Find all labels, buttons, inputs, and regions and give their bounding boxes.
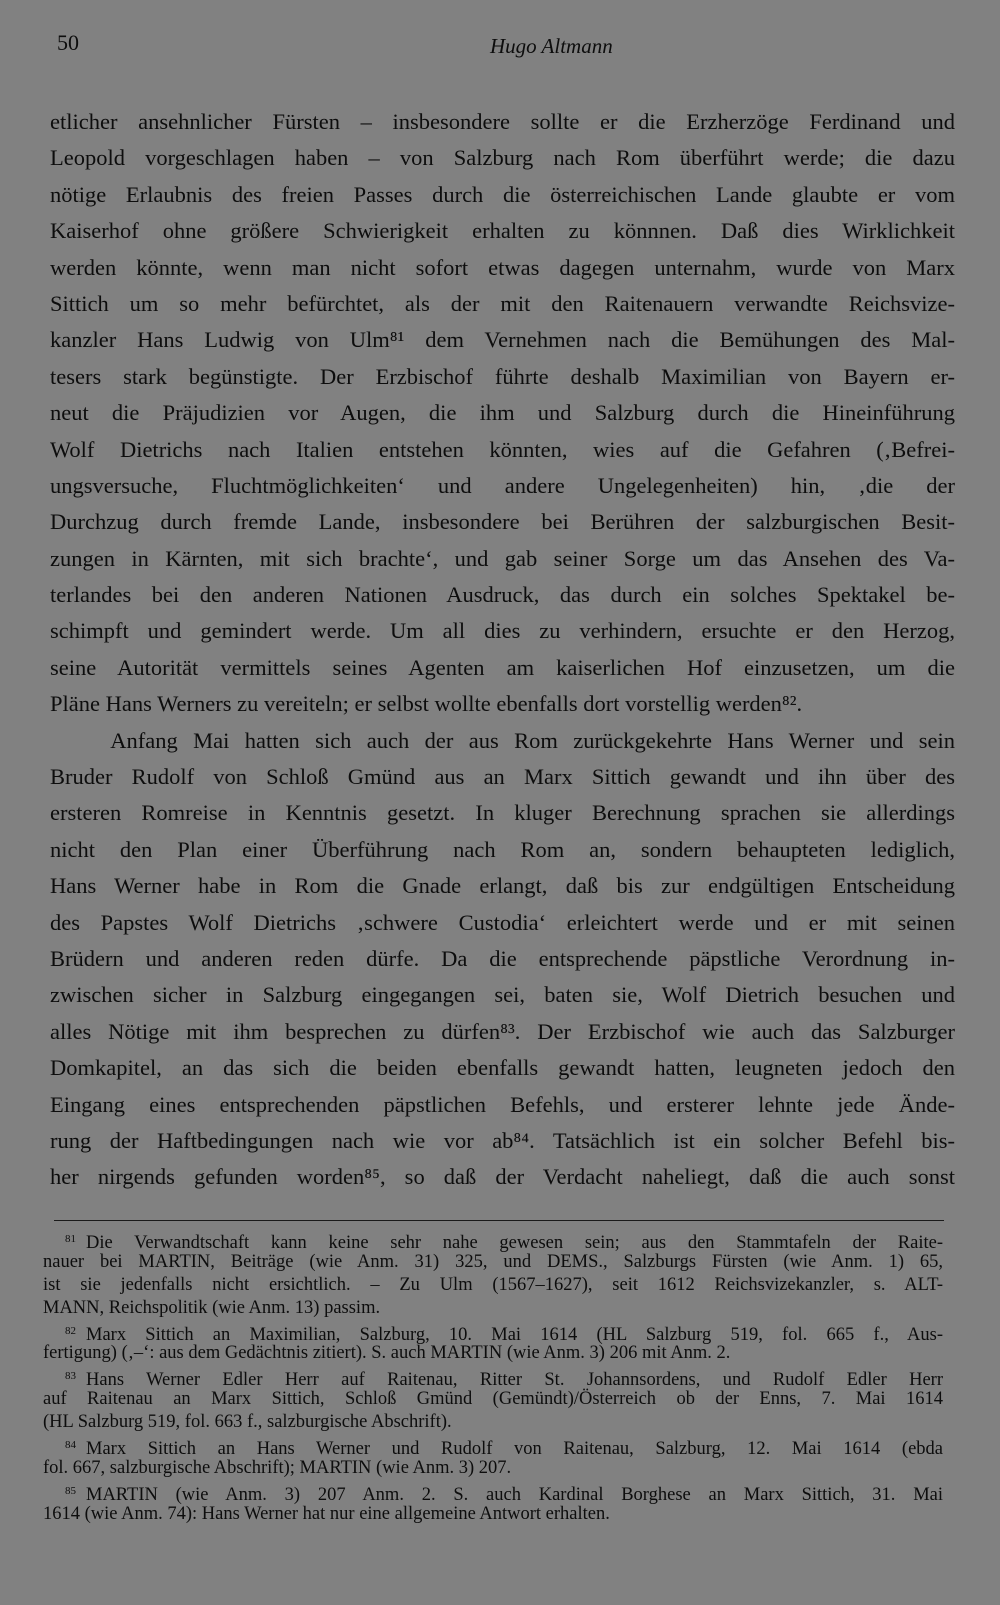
footnote-number: 82 xyxy=(65,1324,76,1337)
footnote-number: 83 xyxy=(65,1370,76,1383)
body-line: Leopold vorgeschlagen haben – von Salzburg nach Rom überführt werde; die dazu xyxy=(50,145,955,171)
body-line: alles Nötige mit ihm besprechen zu dürfen⁸³. Der Erzbischof wie auch das Salzburger xyxy=(50,1018,955,1044)
body-line: neut die Präjudizien vor Augen, die ihm und Salzburg durch die Hineinführung xyxy=(50,400,955,426)
footnote-85 xyxy=(43,1480,943,1526)
footnote-line: (HL Salzburg 519, fol. 663 f., salzburgische Abschrift). xyxy=(43,1412,452,1433)
footnote-line: fol. 667, salzburgische Abschrift); MARTIN (wie Anm. 3) 207. xyxy=(43,1457,512,1478)
footnote-line xyxy=(43,1480,943,1503)
footnote-line: 1614 (wie Anm. 74): Hans Werner hat nur eine allgemeine Antwort erhalten. xyxy=(43,1503,610,1524)
footnote-text: Hans Werner Edler Herr auf Raitenau, Ritter St. Johannsordens, und Rudolf Edler Herr xyxy=(86,1370,943,1391)
running-head: Hugo Altmann xyxy=(490,34,613,58)
footnote-line: fertigung) (‚–‘: aus dem Gedächtnis zitiert). S. auch MARTIN (wie Anm. 3) 206 mit Anm. 2. xyxy=(43,1343,731,1364)
body-line: Wolf Dietrichs nach Italien entstehen könnten, wies auf die Gefahren (‚Befrei- xyxy=(50,436,955,462)
body-line: Domkapitel, an das sich die beiden ebenfalls gewandt hatten, leugneten jedoch den xyxy=(50,1055,955,1081)
body-line: rung der Haftbedingungen nach wie vor ab⁸⁴. Tatsächlich ist ein solcher Befehl bis- xyxy=(50,1127,955,1153)
footnote-number: 85 xyxy=(65,1484,76,1497)
body-line: ersteren Romreise in Kenntnis gesetzt. In kluger Berechnung sprachen sie allerdings xyxy=(50,800,955,826)
body-line: nötige Erlaubnis des freien Passes durch die österreichischen Lande glaubte er vom xyxy=(50,181,955,207)
body-line: her nirgends gefunden worden⁸⁵, so daß der Verdacht naheliegt, daß die auch sonst xyxy=(50,1164,955,1190)
body-line: Hans Werner habe in Rom die Gnade erlangt, daß bis zur endgültigen Entscheidung xyxy=(50,873,955,899)
footnote-line: auf Raitenau an Marx Sittich, Schloß Gmünd (Gemündt)/Österreich ob der Enns, 7. Mai 1614 xyxy=(43,1389,943,1410)
page-number: 50 xyxy=(57,30,79,55)
footnote-number: 84 xyxy=(65,1439,76,1452)
body-line: ungsversuche, Fluchtmöglichkeiten‘ und andere Ungelegenheiten) hin, ‚die der xyxy=(50,472,955,498)
footnote-text: Marx Sittich an Maximilian, Salzburg, 10. Mai 1614 (HL Salzburg 519, fol. 665 f., Aus- xyxy=(86,1324,943,1345)
body-line: zungen in Kärnten, mit sich brachte‘, und gab seiner Sorge um das Ansehen des Va- xyxy=(50,545,955,571)
body-line: des Papstes Wolf Dietrichs ‚schwere Custodia‘ erleichtert werde und er mit seinen xyxy=(50,909,955,935)
body-line: seine Autorität vermittels seines Agenten am kaiserlichen Hof einzusetzen, um die xyxy=(50,654,955,680)
body-line: etlicher ansehnlicher Fürsten – insbesondere sollte er die Erzherzöge Ferdinand und xyxy=(50,109,955,134)
body-line: kanzler Hans Ludwig von Ulm⁸¹ dem Vernehmen nach die Bemühungen des Mal- xyxy=(50,327,955,353)
footnote-rule xyxy=(54,1220,944,1221)
footnote-line xyxy=(43,1434,943,1460)
footnote-line xyxy=(43,1320,943,1343)
footnote-83 xyxy=(43,1365,943,1434)
body-line: Eingang eines entsprechenden päpstlichen Befehls, und ersterer lehnte jede Ände- xyxy=(50,1091,955,1117)
body-line: Kaiserhof ohne größere Schwierigkeit erhalten zu könnnen. Daß dies Wirklichkeit xyxy=(50,218,955,244)
body-line: Brüdern und anderen reden dürfe. Da die entsprechende päpstliche Verordnung in- xyxy=(50,945,955,971)
body-line: Durchzug durch fremde Lande, insbesondere bei Berühren der salzburgischen Besit- xyxy=(50,509,955,535)
footnote-text: Marx Sittich an Hans Werner und Rudolf von Raitenau, Salzburg, 12. Mai 1614 (ebda xyxy=(86,1439,943,1460)
footnote-line: ist sie jedenfalls nicht ersichtlich. – Zu Ulm (1567–1627), seit 1612 Reichsvizekanzler, s. ALT- xyxy=(43,1274,943,1295)
footnote-text: MARTIN (wie Anm. 3) 207 Anm. 2. S. auch Kardinal Borghese an Marx Sittich, 31. Mai xyxy=(86,1484,943,1505)
footnote-text: Die Verwandtschaft kann keine sehr nahe gewesen sein; aus den Stammtafeln der Raite- xyxy=(86,1233,943,1253)
footnote-line xyxy=(43,1228,943,1251)
footnotes xyxy=(43,1228,943,1526)
footnote-82 xyxy=(43,1320,943,1366)
footnote-line xyxy=(43,1365,943,1391)
body-line: nicht den Plan einer Überführung nach Rom an, sondern behaupteten lediglich, xyxy=(50,836,955,862)
footnote-line: MANN, Reichspolitik (wie Anm. 13) passim. xyxy=(43,1297,381,1318)
body-line: Anfang Mai hatten sich auch der aus Rom zurückgekehrte Hans Werner und sein xyxy=(50,727,955,753)
body-line: Pläne Hans Werners zu vereiteln; er selbst wollte ebenfalls dort vorstellig werden⁸². xyxy=(50,691,803,717)
body-line: terlandes bei den anderen Nationen Ausdruck, das durch ein solches Spektakel be- xyxy=(50,582,955,608)
footnote-line: nauer bei MARTIN, Beiträge (wie Anm. 31) 325, und DEMS., Salzburgs Fürsten (wie Anm. 1) 65, xyxy=(43,1251,943,1272)
footnote-number: 81 xyxy=(65,1233,76,1245)
body-line: zwischen sicher in Salzburg eingegangen sei, baten sie, Wolf Dietrich besuchen und xyxy=(50,982,955,1008)
body-text xyxy=(50,104,955,1196)
body-line: schimpft und gemindert werde. Um all dies zu verhindern, ersuchte er den Herzog, xyxy=(50,618,955,644)
footnote-84 xyxy=(43,1434,943,1480)
body-line: Sittich um so mehr befürchtet, als der mit den Raitenauern verwandte Reichsvize- xyxy=(50,290,955,316)
body-line: werden könnte, wenn man nicht sofort etwas dagegen unternahm, wurde von Marx xyxy=(50,254,955,280)
body-line: Bruder Rudolf von Schloß Gmünd aus an Marx Sittich gewandt und ihn über des xyxy=(50,764,955,790)
footnote-81 xyxy=(43,1228,943,1320)
body-line: tesers stark begünstigte. Der Erzbischof führte deshalb Maximilian von Bayern er- xyxy=(50,363,955,389)
